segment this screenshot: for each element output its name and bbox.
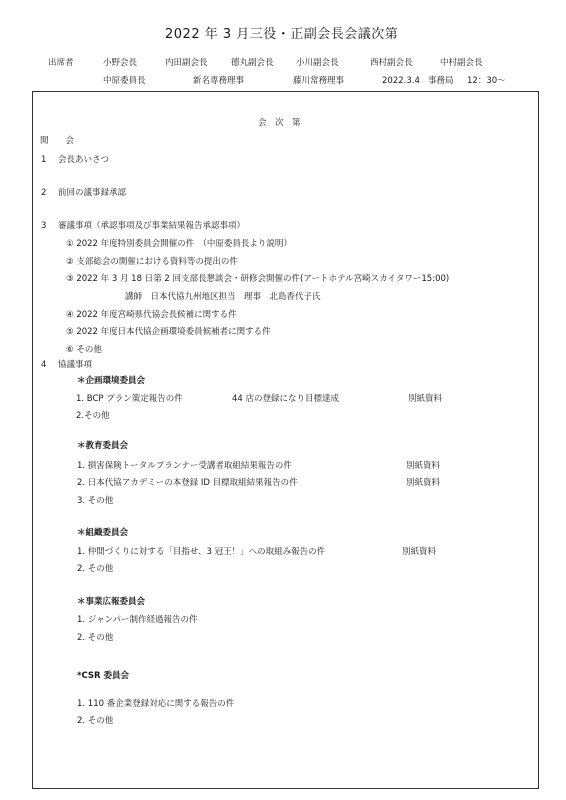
committee-name: ＊組織委員会 bbox=[77, 528, 129, 538]
committee-line: 2. その他 bbox=[77, 564, 114, 574]
committee-name: *CSR 委員会 bbox=[77, 671, 129, 681]
item-title: 審議事項（承認事項及び事業結果報告承認事項） bbox=[58, 221, 246, 231]
attachment-tag: 別紙資料 bbox=[406, 478, 441, 488]
attendee: 内田副会長 bbox=[165, 58, 208, 68]
sub-item: ② 支部総会の開催における資料等の提出の件 bbox=[66, 257, 238, 267]
sub-item-note: 講師 日本代協九州地区担当 理事 北島香代子氏 bbox=[125, 292, 321, 302]
committee-line: 1. ジャンパー制作経過報告の件 bbox=[77, 615, 198, 625]
item-number: 4 bbox=[41, 360, 47, 370]
sub-item: ④ 2022 年度宮崎県代協会長候補に関する件 bbox=[66, 310, 237, 320]
committee-line-note: 44 店の登録になり目標達成 bbox=[232, 394, 340, 404]
item-number: 1 bbox=[41, 155, 47, 165]
committee-line: 2.その他 bbox=[76, 411, 110, 421]
committee-line: 2. 日本代協アカデミーの本登録 ID 目標取組結果報告の件 bbox=[77, 478, 298, 488]
attendee: 中原委員長 bbox=[103, 76, 146, 86]
sub-item: ① 2022 年度特別委員会開催の件 （中原委員長より説明） bbox=[66, 239, 292, 249]
opening: 開 会 bbox=[40, 136, 75, 146]
committee-line: 1. BCP プラン策定報告の件 bbox=[76, 394, 183, 404]
committee-name: ＊企画環境委員会 bbox=[77, 376, 146, 386]
attendee: 德丸副会長 bbox=[231, 58, 274, 68]
committee-line: 1. 110 番企業登録対応に関する報告の件 bbox=[77, 699, 235, 709]
committee-line: 3. その他 bbox=[77, 496, 114, 506]
attendees-label: 出席者 bbox=[48, 58, 74, 68]
attendee: 小川副会長 bbox=[296, 58, 339, 68]
attachment-tag: 別紙資料 bbox=[408, 394, 443, 404]
attachment-tag: 別紙資料 bbox=[406, 461, 441, 471]
meeting-time: 12：30～ bbox=[467, 76, 506, 86]
committee-line: 2. その他 bbox=[77, 633, 114, 643]
committee-line: 2. その他 bbox=[77, 716, 114, 726]
item-title: 協議事項 bbox=[58, 360, 93, 370]
committee-name: ＊事業広報委員会 bbox=[77, 597, 146, 607]
committee-line: 1. 損害保険トータルプランナー受講者取組結果報告の件 bbox=[77, 461, 292, 471]
attendee: 西村副会長 bbox=[370, 58, 413, 68]
sub-item: ⑤ 2022 年度日本代協企画環境委員候補者に関する件 bbox=[66, 327, 271, 337]
attendee: 小野会長 bbox=[103, 58, 138, 68]
item-number: 3 bbox=[41, 221, 47, 231]
agenda-heading: 会 次 第 bbox=[258, 118, 301, 128]
item-number: 2 bbox=[41, 188, 47, 198]
committee-line: 1. 仲間づくりに対する「目指せ、3 冠王！」への取組み報告の件 bbox=[77, 547, 326, 557]
page-title: 2022 年 3 月三役・正副会長会議次第 bbox=[165, 27, 399, 42]
attendee: 中村副会長 bbox=[440, 58, 483, 68]
item-text: 前回の議事録承認 bbox=[58, 188, 127, 198]
committee-name: ＊教育委員会 bbox=[77, 441, 129, 451]
attendee: 藤川常務理事 bbox=[293, 76, 345, 86]
attendee: 新名専務理事 bbox=[193, 76, 245, 86]
item-text: 会長あいさつ bbox=[58, 155, 110, 165]
attendee: 事務局 bbox=[428, 76, 454, 86]
sub-item: ③ 2022 年 3 月 18 日第 2 回支部長懇談会・研修会開催の件(アートホテル宮崎スカイタワー15:00) bbox=[66, 274, 450, 284]
meeting-date: 2022.3.4 bbox=[382, 76, 420, 86]
sub-item: ⑥ その他 bbox=[66, 345, 102, 355]
attachment-tag: 別紙資料 bbox=[402, 547, 437, 557]
